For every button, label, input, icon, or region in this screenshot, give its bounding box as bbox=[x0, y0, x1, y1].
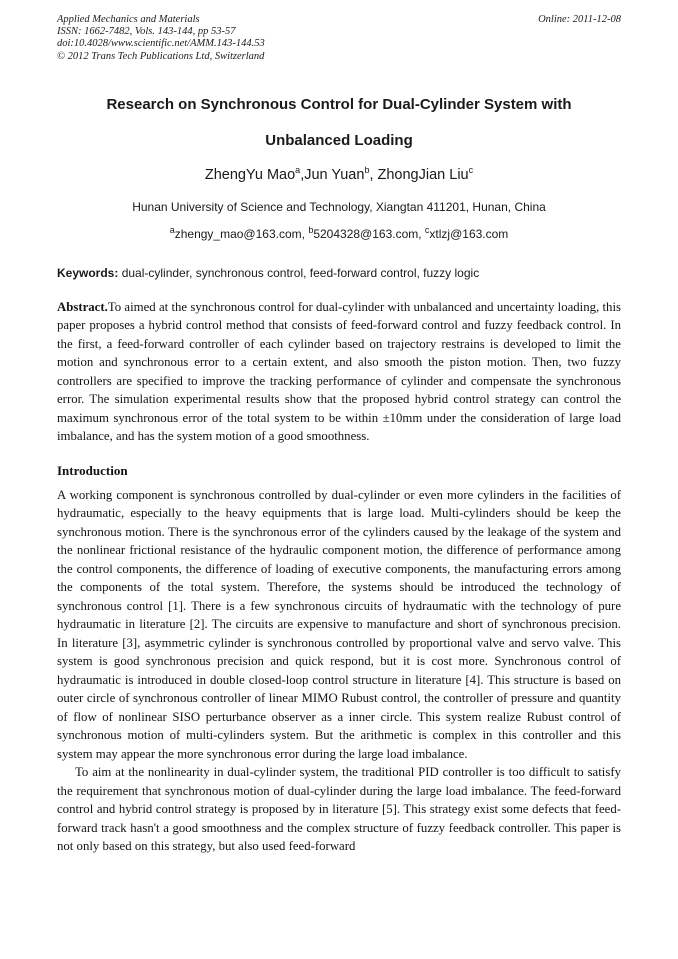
author-superscript-2: b bbox=[364, 164, 370, 175]
email-superscript-3: c bbox=[424, 224, 430, 235]
abstract-text: To aimed at the synchronous control for dual-cylinder with unbalanced and uncertainty loading, this paper proposes a hybrid control method that consists of feed-forward control and fuzzy feedback control. In the first, a feed-forward controller of each cylinder based on trajectory restrains is developed to limit the motion and synchronous error to a certain extent, and also smooth the piston motion. Then, two fuzzy controllers are specified to improve the tracking performance of cylinder and compensate the synchronous error. The simulation experimental results show that the proposed hybrid control strategy can control the maximum synchronous error of the total system to be within ±10mm under the consideration of large load imbalance, and has the system motion of a good smoothness. bbox=[57, 299, 621, 444]
emails-line bbox=[57, 224, 621, 241]
journal-info-block bbox=[57, 14, 265, 63]
introduction-paragraph-1: A working component is synchronous controlled by dual-cylinder or even more cylinders in the facilities of hydraumatic, especially to the heavy equipments that is large load. Multi-cylinders should be keep the synchronous motion. There is the synchronous error of the cylinders caused by the leakage of the system and the nonlinear frictional resistance of the hydraulic component motion, the difference of performance among the control components, the difference of loading of executive components, the manufacturing errors among the components of the total system. Therefore, the systems should be introduced the technology of synchronous control [1]. There is a few synchronous circuits of hydraumatic with the technology of pure hydraumatic in literature [2]. The circuits are expensive to manufacture and short of synchronous precision. In literature [3], asymmetric cylinder is synchronous controlled by proportional valve and servo valve. This system is good synchronous precision and quick respond, but it is cost more. Synchronous control of hydraumatic is introduced in double closed-loop control structure in literature [4]. This structure is based on outer circle of synchronous controller of linear MIMO Rubust control, the controller of pressure and quantity of flow of nonlinear SISO perturbance observer as a inner circle. This system realize Rubust control of synchronous motion of multi-cylinders system. But the arithmetic is complex in this controller and this system may appear the more synchronous error during the large load imbalance. bbox=[57, 487, 621, 761]
author-superscript-1: a bbox=[295, 164, 301, 175]
email-address-1: zhengy_mao@163.com, bbox=[174, 226, 309, 241]
paper-title bbox=[57, 87, 621, 159]
paper-title-line-2: Unbalanced Loading bbox=[265, 131, 413, 149]
paper-title-line-1: Research on Synchronous Control for Dual-Cylinder System with bbox=[106, 95, 572, 113]
author-name-2: ,Jun Yuan bbox=[300, 166, 365, 183]
journal-header bbox=[57, 14, 621, 63]
email-address-2: 5204328@163.com, bbox=[313, 226, 425, 241]
author-name-3: , ZhongJian Liu bbox=[369, 166, 469, 183]
introduction-paragraph-2: To aim at the nonlinearity in dual-cylinder system, the traditional PID controller is too difficult to satisfy the requirement that synchronous motion of dual-cylinder during the large load imbalance. The feed-forward control and hybrid control strategy is proposed by in literature [5]. This strategy exist some defects that feed-forward track hasn't a good smoothness and the complex structure of fuzzy feedback controller. This paper is not only based on this strategy, but also used feed-forward bbox=[57, 765, 621, 854]
affiliation-line: Hunan University of Science and Technology, Xiangtan 411201, Hunan, China bbox=[132, 199, 546, 214]
abstract-paragraph bbox=[57, 298, 621, 446]
copyright-line: © 2012 Trans Tech Publications Ltd, Switzerland bbox=[57, 50, 265, 62]
email-superscript-1: a bbox=[169, 224, 175, 235]
abstract-label: Abstract. bbox=[57, 299, 108, 314]
section-heading-introduction: Introduction bbox=[57, 462, 128, 478]
author-name-1: ZhengYu Mao bbox=[204, 166, 296, 183]
email-superscript-2: b bbox=[308, 224, 314, 235]
email-address-3: xtlzj@163.com bbox=[429, 226, 509, 241]
authors-line bbox=[57, 164, 621, 183]
doi-line: doi:10.4028/www.scientific.net/AMM.143-144.53 bbox=[57, 38, 265, 50]
issn-line: ISSN: 1662-7482, Vols. 143-144, pp 53-57 bbox=[57, 26, 236, 38]
online-date: Online: 2011-12-08 bbox=[538, 14, 621, 25]
keywords-text: dual-cylinder, synchronous control, feed-forward control, fuzzy logic bbox=[118, 265, 480, 280]
keywords-line bbox=[57, 266, 621, 280]
keywords-label: Keywords: bbox=[57, 265, 119, 280]
author-superscript-3: c bbox=[468, 164, 474, 175]
journal-name: Applied Mechanics and Materials bbox=[57, 14, 200, 25]
